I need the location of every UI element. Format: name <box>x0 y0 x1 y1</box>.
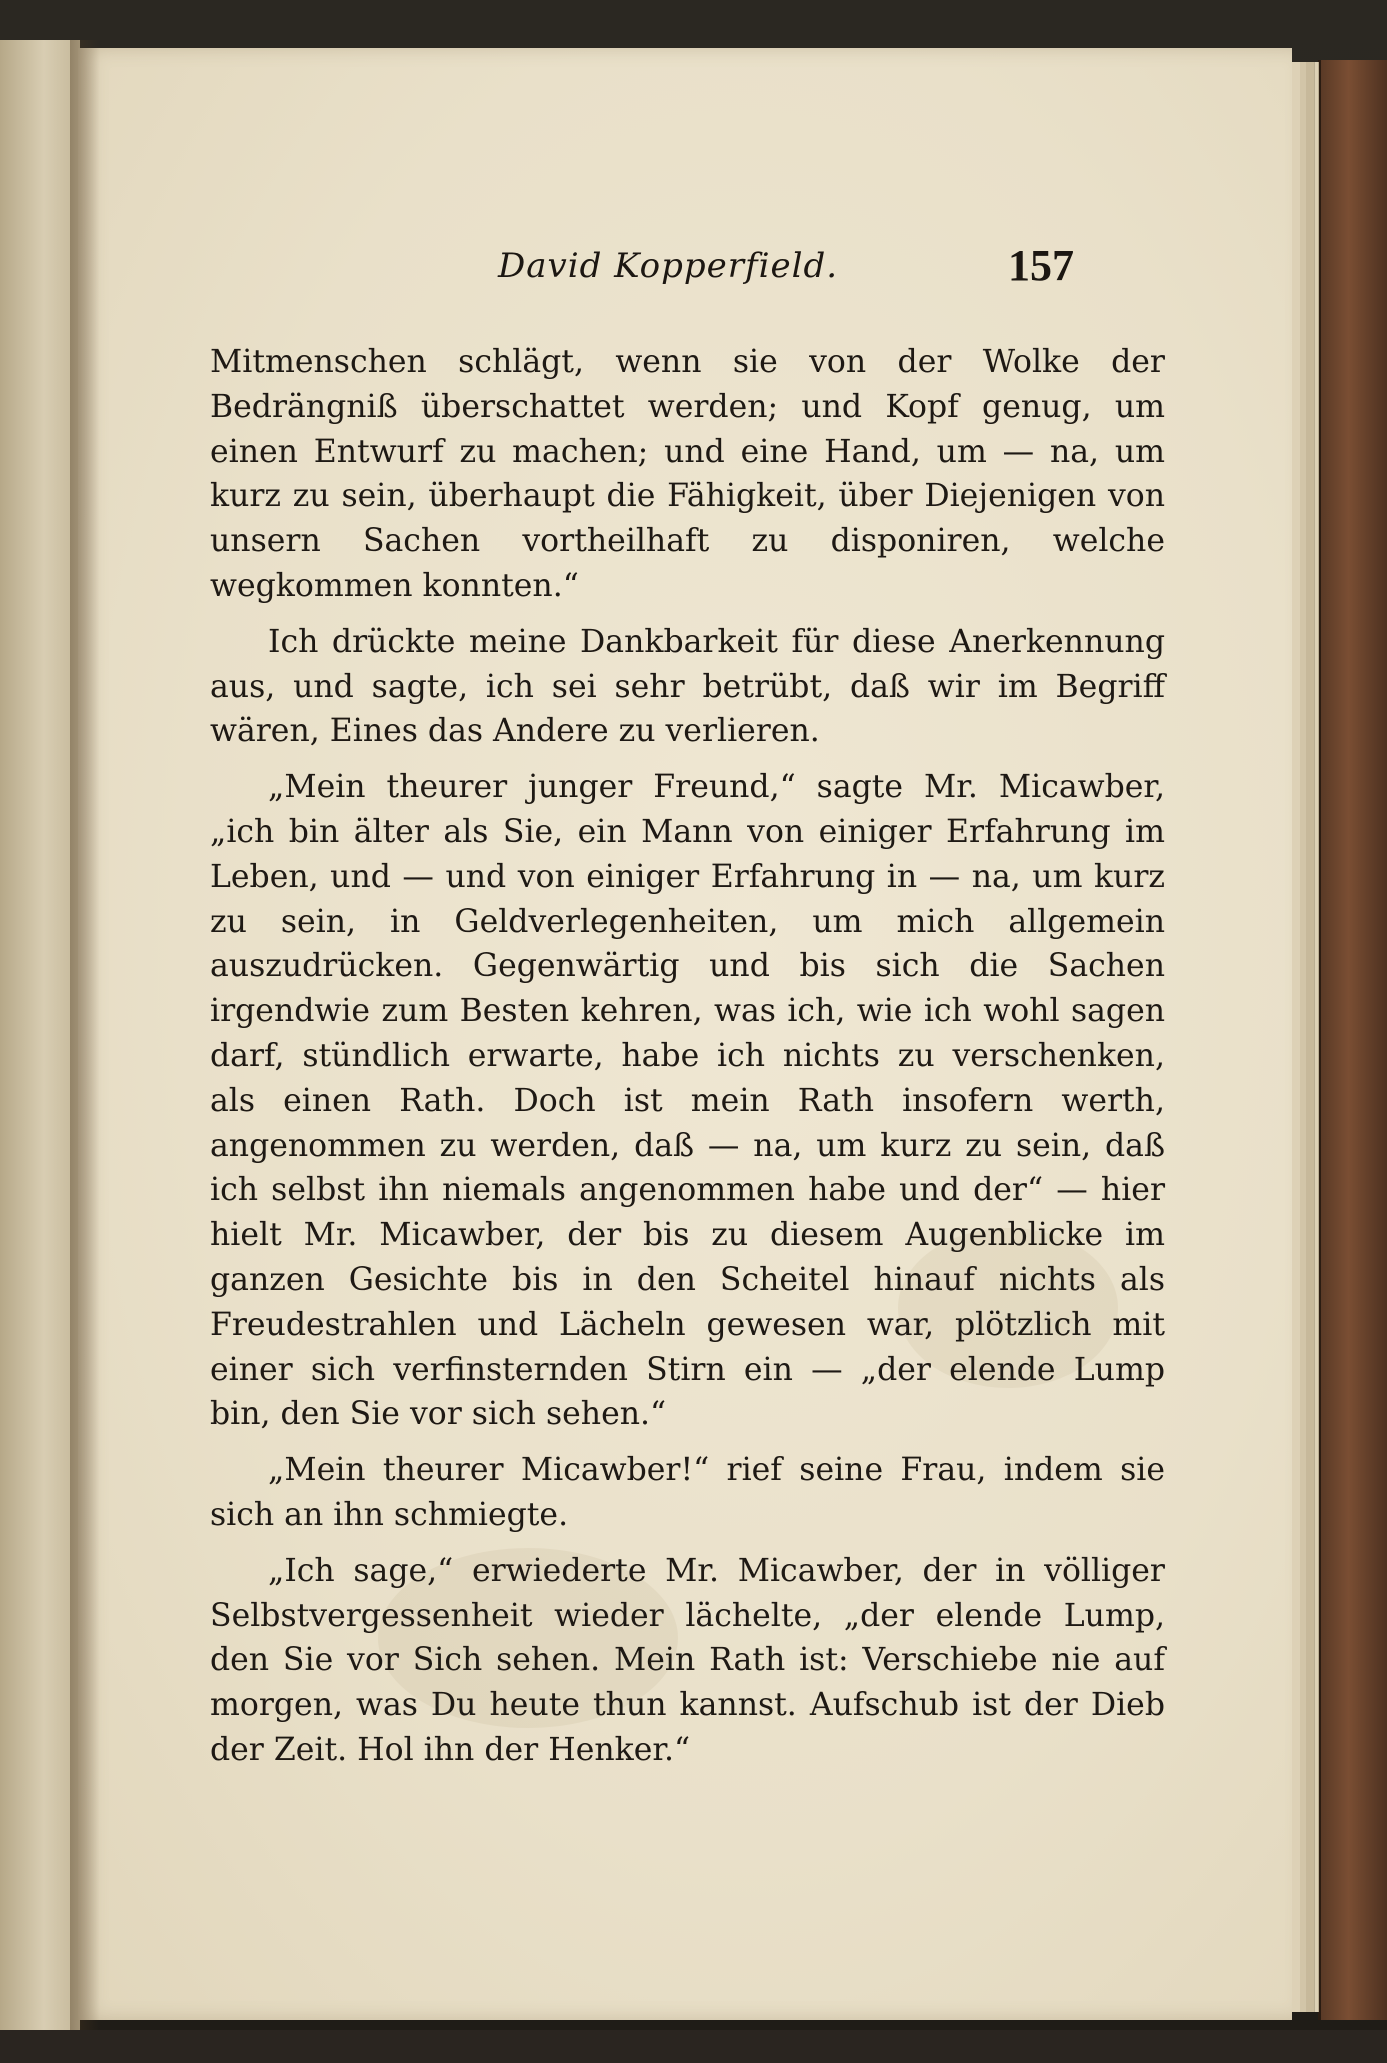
body-text <box>210 340 1165 1773</box>
page-number: 157 <box>1008 241 1074 290</box>
book-page <box>78 48 1292 2020</box>
paragraph: „Mein theurer junger Freund,“ sagte Mr. Micawber, „ich bin älter als Sie, ein Mann von einiger Erfahrung im Leben, und — und von einiger Erfahrung in — na, um kurz zu sein, in Geldverlegenheiten, um mich allgemein auszudrücken. Gegenwärtig und bis sich die Sachen irgendwie zum Besten kehren, was ich, wie ich wohl sagen darf, stündlich erwarte, habe ich nichts zu verschenken, als einen Rath. Doch ist mein Rath insofern werth, angenommen zu werden, daß — na, um kurz zu sein, daß ich selbst ihn niemals angenommen habe und der“ — hier hielt Mr. Micawber, der bis zu diesem Augenblicke im ganzen Gesichte bis in den Scheitel hinauf nichts als Freudestrahlen und Lächeln gewesen war, plötzlich mit einer sich verfinsternden Stirn ein — „der elende Lump bin, den Sie vor sich sehen.“ <box>210 769 1165 1433</box>
book-cover-edge <box>1318 60 1387 2020</box>
running-title: David Kopperfield. <box>498 246 839 286</box>
running-head <box>78 240 1292 310</box>
paragraph: „Mein theurer Micawber!“ rief seine Frau, indem sie sich an ihn schmiegte. <box>210 1452 1165 1533</box>
paragraph: Ich drückte meine Dankbarkeit für diese Anerkennung aus, und sagte, ich sei sehr betrübt, daß wir im Begriff wären, Eines das Andere zu verlieren. <box>210 623 1165 750</box>
scan-background <box>0 2030 1387 2063</box>
page-stack-edge <box>1306 62 1315 2012</box>
gutter-shadow <box>70 40 100 2030</box>
previous-page-edge <box>0 40 80 2030</box>
paragraph: Mitmenschen schlägt, wenn sie von der Wolke der Bedrängniß überschattet werden; und Kopf genug, um einen Entwurf zu machen; und eine Hand, um — na, um kurz zu sein, überhaupt die Fähigkeit, über Diejenigen von unsern Sachen vortheilhaft zu disponiren, welche wegkommen konnten.“ <box>210 344 1165 604</box>
paragraph: „Ich sage,“ erwiederte Mr. Micawber, der in völliger Selbstvergessenheit wieder lächelte, „der elende Lump, den Sie vor Sich sehen. Mein Rath ist: Verschiebe nie auf morgen, was Du heute thun kannst. Aufschub ist der Dieb der Zeit. Hol ihn der Henker.“ <box>210 1552 1165 1768</box>
